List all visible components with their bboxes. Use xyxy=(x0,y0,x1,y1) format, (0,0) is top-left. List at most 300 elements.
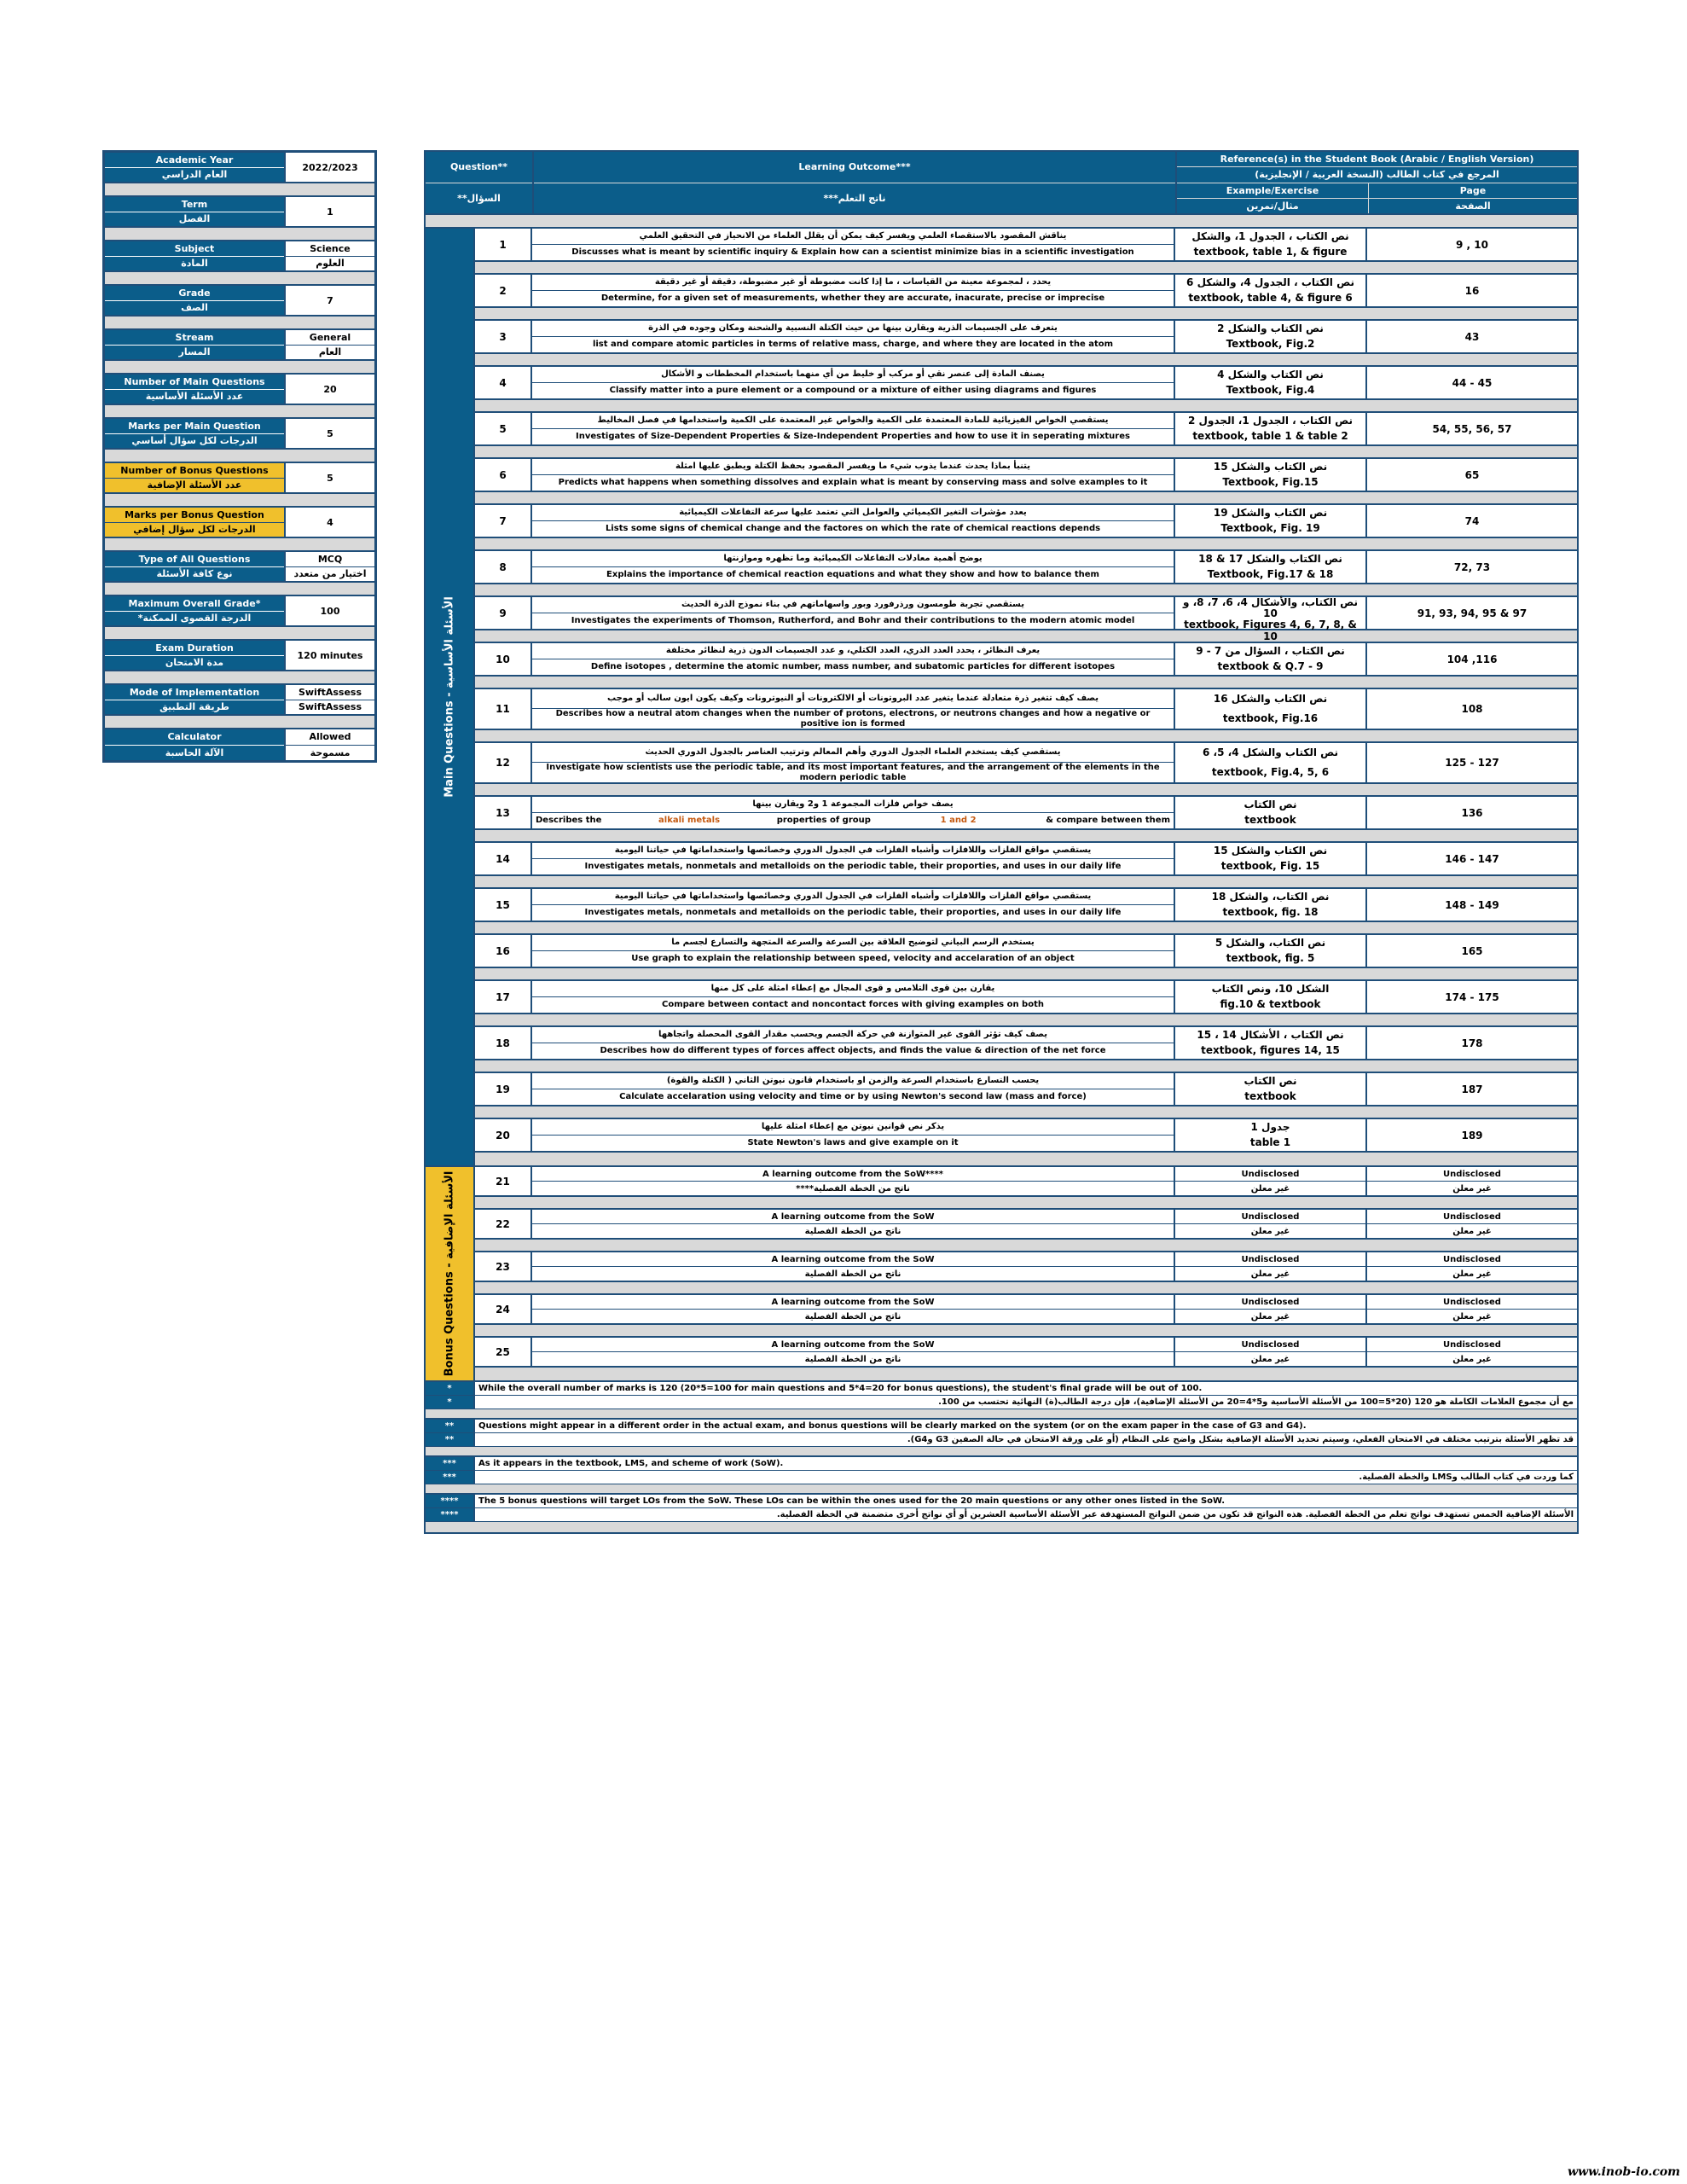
row-gap xyxy=(475,830,1577,843)
table-row xyxy=(475,797,1577,830)
note-mark: * xyxy=(426,1396,475,1409)
info-label-en: Term xyxy=(105,197,284,212)
example-exercise xyxy=(1175,505,1367,537)
info-value xyxy=(286,641,374,670)
question-number: 1 xyxy=(475,229,532,260)
question-number: 5 xyxy=(475,413,532,444)
info-label-en: Stream xyxy=(105,330,284,346)
row-gap xyxy=(475,354,1577,367)
learning-outcome-ar: يستقصي مواقع الفلزات واللافلزات وأشباه الفلزات في الجدول الدوري وخصائصها واستخداماتها في حياتنا اليومية xyxy=(532,843,1174,859)
example-en: textbook, fig. 5 xyxy=(1226,952,1315,965)
learning-outcome-ar: ناتج من الخطة الفصلية xyxy=(804,1269,901,1279)
header-lo-ar: ناتج التعلم*** xyxy=(534,183,1175,214)
note-row-ar xyxy=(426,1433,1577,1447)
table-row xyxy=(475,1338,1577,1368)
table-row xyxy=(475,743,1577,784)
table-row xyxy=(475,935,1577,968)
question-number: 6 xyxy=(475,459,532,491)
example-exercise xyxy=(1175,1167,1367,1195)
learning-outcome xyxy=(532,367,1175,398)
page-reference: 174 - 175 xyxy=(1445,990,1499,1003)
row-gap xyxy=(475,1368,1577,1380)
learning-outcome-ar: يتعرف على الجسيمات الذرية ويقارن بينها من حيث الكتلة النسبية والشحنة ومكان وجوده في الذرة xyxy=(532,321,1174,337)
example-ar: نص الكتاب والشكل 19 xyxy=(1213,506,1328,519)
question-number: 18 xyxy=(475,1027,532,1059)
main-questions-rows xyxy=(475,229,1577,1165)
info-gap xyxy=(105,228,374,241)
info-value-text: 5 xyxy=(327,427,333,439)
example-en: Textbook, Fig.4 xyxy=(1226,384,1315,397)
example-en: textbook, Figures 4, 6, 7, 8, & 10 xyxy=(1184,619,1357,642)
example-en: Undisclosed xyxy=(1175,1167,1365,1182)
info-row xyxy=(105,641,374,671)
note-mark: ** xyxy=(426,1420,475,1432)
learning-outcome xyxy=(532,413,1175,444)
info-row xyxy=(105,729,374,760)
page-reference: 108 xyxy=(1461,703,1483,715)
example-en: Textbook, Fig.2 xyxy=(1226,338,1315,351)
info-row xyxy=(105,375,374,405)
info-value-ar: SwiftAssess xyxy=(298,701,362,713)
learning-outcome-ar: يصنف المادة إلى عنصر نقي أو مركب أو خليط من أي منهما باستخدام المخططات و الأشكال xyxy=(532,367,1174,383)
info-row xyxy=(105,197,374,228)
info-label-en: Number of Main Questions xyxy=(105,375,284,390)
page-ar: غير معلن xyxy=(1452,1354,1492,1364)
info-gap xyxy=(105,627,374,641)
example-exercise xyxy=(1175,1073,1367,1105)
info-value xyxy=(286,596,374,625)
info-label-en: Marks per Bonus Question xyxy=(105,508,284,523)
row-gap xyxy=(475,1014,1577,1027)
info-label-ar: عدد الأسئلة الإضافية xyxy=(105,479,284,493)
question-number: 10 xyxy=(475,643,532,675)
header-ref-en: Reference(s) in the Student Book (Arabic / English Version) xyxy=(1177,152,1577,167)
learning-outcome-ar: يتنبأ بماذا يحدث عندما يذوب شيء ما ويفسر المقصود بحفظ الكتلة ويطبق عليها امثلة xyxy=(532,459,1174,475)
row-gap xyxy=(475,1153,1577,1165)
info-gap xyxy=(105,450,374,463)
learning-outcome-ar: يذكر نص قوانين نيوتن مع إعطاء امثلة عليها xyxy=(532,1119,1174,1136)
learning-outcome-ar: يعرف النظائر ، يحدد العدد الذري، العدد الكتلي، و عدد الجسيمات الدون ذرية لنظائر مختلفة xyxy=(532,643,1174,659)
learning-outcome xyxy=(532,1295,1175,1323)
learning-outcome xyxy=(532,1210,1175,1238)
learning-outcome-en: Describes how do different types of forces affect objects, and finds the value & direction of the net force xyxy=(600,1046,1106,1056)
info-label-en: Marks per Main Question xyxy=(105,419,284,434)
row-gap xyxy=(475,1197,1577,1210)
note-row-ar xyxy=(426,1471,1577,1484)
row-gap xyxy=(475,1240,1577,1252)
info-gap xyxy=(105,716,374,729)
learning-outcome xyxy=(532,689,1175,729)
note-mark: *** xyxy=(426,1471,475,1484)
bonus-questions-rows xyxy=(475,1167,1577,1380)
example-ar: نص الكتاب، والشكل 5 xyxy=(1215,936,1326,949)
info-value-ar: اختيار من متعدد xyxy=(293,568,367,580)
example-exercise xyxy=(1175,367,1367,398)
learning-outcome-en: Explains the importance of chemical reaction equations and what they show and how to balance them xyxy=(606,570,1099,580)
example-exercise xyxy=(1175,981,1367,1013)
example-exercise xyxy=(1175,596,1367,642)
learning-outcome-ar: يستقصي تجربة طومسون ورذرفورد وبور واسهاماتهم في بناء نموذج الذرة الحديث xyxy=(532,597,1174,613)
example-ar: نص الكتاب والشكل 4، 5، 6 xyxy=(1202,746,1339,758)
header-example-en: Example/Exercise xyxy=(1177,183,1369,198)
info-label-ar: الآلة الحاسبة xyxy=(105,746,284,761)
learning-outcome-en: Investigates metals, nonmetals and metalloids on the periodic table, their proporties, and uses in our daily life xyxy=(584,862,1122,872)
learning-outcome-ar: يقارن بين قوى التلامس و قوى المجال مع إعطاء امثلة على كل منها xyxy=(532,981,1174,997)
page-reference xyxy=(1367,1167,1577,1195)
info-row xyxy=(105,330,374,361)
note-text-en: While the overall number of marks is 120 (20*5=100 for main questions and 5*4=20 for bonus questions), the student's final grade will be out of 100. xyxy=(478,1384,1203,1393)
info-label xyxy=(105,552,286,581)
info-label xyxy=(105,375,286,404)
info-gap xyxy=(105,272,374,286)
row-gap xyxy=(475,968,1577,981)
learning-outcome-en: Investigates metals, nonmetals and metalloids on the periodic table, their proporties, and uses in our daily life xyxy=(584,908,1122,918)
example-en: Undisclosed xyxy=(1175,1295,1365,1310)
info-label xyxy=(105,508,286,537)
header-gap xyxy=(426,215,1577,229)
example-ar: نص الكتاب، والشكل 18 xyxy=(1211,890,1330,903)
info-label-ar: المسار xyxy=(105,346,284,360)
row-gap xyxy=(475,400,1577,413)
page-reference: 187 xyxy=(1461,1083,1483,1095)
notes-section xyxy=(426,1382,1577,1532)
table-row xyxy=(475,1295,1577,1325)
example-exercise xyxy=(1175,643,1367,675)
info-label xyxy=(105,241,286,270)
info-row xyxy=(105,286,374,317)
example-en: Undisclosed xyxy=(1175,1252,1365,1267)
example-ar: غير معلن xyxy=(1250,1354,1290,1364)
learning-outcome xyxy=(532,1338,1175,1366)
table-row xyxy=(475,367,1577,400)
learning-outcome-en: A learning outcome from the SoW xyxy=(532,1252,1174,1267)
info-label-en: Grade xyxy=(105,286,284,301)
learning-outcome xyxy=(532,1167,1175,1195)
info-value-en: MCQ xyxy=(286,552,374,567)
learning-outcome-en: A learning outcome from the SoW xyxy=(532,1338,1174,1352)
learning-outcome xyxy=(532,505,1175,537)
example-exercise xyxy=(1175,1338,1367,1366)
example-ar: نص الكتاب والشكل 17 & 18 xyxy=(1198,552,1342,565)
page-reference xyxy=(1367,1338,1577,1366)
bonus-questions-side-label xyxy=(426,1167,475,1380)
info-label-ar: الدرجات لكل سؤال إضافي xyxy=(105,523,284,537)
page-reference: 189 xyxy=(1461,1129,1483,1141)
info-label-ar: الصف xyxy=(105,301,284,316)
learning-outcome-en: A learning outcome from the SoW xyxy=(532,1295,1174,1310)
info-row xyxy=(105,596,374,627)
info-label xyxy=(105,153,286,182)
info-value xyxy=(286,685,374,714)
learning-outcome-ar: يصف كيف تتغير ذرة متعادلة عندما يتغير عدد البروتونات أو الالكترونات أو النيوترونات وكيف يكون ايون سالب أو موجب xyxy=(532,689,1174,709)
example-exercise xyxy=(1175,935,1367,967)
learning-outcome-en: Calculate accelaration using velocity and time or by using Newton's second law (mass and force) xyxy=(619,1092,1087,1102)
example-en: Textbook, Fig. 19 xyxy=(1220,522,1320,535)
row-gap xyxy=(475,1282,1577,1295)
table-row xyxy=(475,275,1577,308)
table-row xyxy=(475,843,1577,876)
example-exercise xyxy=(1175,797,1367,828)
learning-outcome xyxy=(532,797,1175,828)
info-label-ar: مدة الامتحان xyxy=(105,656,284,671)
learning-outcome xyxy=(532,597,1175,629)
note-text-ar: مع أن مجموع العلامات الكاملة هو 120 (20*5=100 من الأسئلة الأساسية و5*4=20 من الأسئلة الإضافية)، فإن درجة الطالب(ة) النهائية تحتسب من 100. xyxy=(938,1397,1574,1407)
table-row xyxy=(475,229,1577,262)
table-row xyxy=(475,643,1577,677)
example-exercise xyxy=(1175,1119,1367,1151)
example-exercise xyxy=(1175,889,1367,921)
note-text-ar: الأسئلة الإضافية الخمس تستهدف نواتج تعلم من الخطة الفصلية. هذه النواتج قد تكون من ضمن النواتج المستهدفة عبر الأسئلة الأساسية العشرين أو أي نواتج أخرى متضمنة في الخطة الفصلية. xyxy=(776,1510,1574,1519)
question-number: 14 xyxy=(475,843,532,874)
question-number: 11 xyxy=(475,689,532,729)
page-reference: 91, 93, 94, 95 & 97 xyxy=(1417,607,1528,619)
page-reference: 65 xyxy=(1464,468,1480,481)
note-text-ar: كما وردت في كتاب الطالب وLMS والخطة الفصلية. xyxy=(1359,1472,1574,1482)
learning-outcome-en: Describes how a neutral atom changes when the number of protons, electrons, or neutrons changes and how a negative or positive ion is formed xyxy=(555,709,1151,729)
example-en: textbook, fig. 18 xyxy=(1222,906,1319,919)
example-ar: نص الكتاب xyxy=(1244,1074,1297,1087)
example-ar: الشكل 10، ونص الكتاب xyxy=(1211,982,1330,995)
row-gap xyxy=(475,584,1577,597)
example-exercise xyxy=(1175,275,1367,306)
learning-outcome xyxy=(532,935,1175,967)
info-value xyxy=(286,286,374,315)
info-label xyxy=(105,729,286,760)
learning-outcome-ar: يستخدم الرسم البياني لتوضيح العلاقة بين السرعة والسرعة المتجهة والتسارع لجسم ما xyxy=(532,935,1174,951)
info-label-ar: نوع كافة الأسئلة xyxy=(105,567,284,582)
header-question-ar: السؤال** xyxy=(426,183,532,214)
page-reference: 146 - 147 xyxy=(1445,852,1499,865)
note-text-en: Questions might appear in a different order in the actual exam, and bonus questions will be clearly marked on the system (or on the exam paper in the case of G3 and G4). xyxy=(478,1421,1307,1431)
learning-outcome-ar: يوضح أهمية معادلات التفاعلات الكيميائية وما تظهره وموازنتها xyxy=(532,551,1174,567)
question-number: 25 xyxy=(475,1338,532,1366)
page-reference xyxy=(1367,1252,1577,1281)
example-exercise xyxy=(1175,321,1367,352)
example-ar: نص الكتاب ، الجدول 4، والشكل 6 xyxy=(1186,276,1354,288)
example-ar: غير معلن xyxy=(1250,1269,1290,1279)
info-label xyxy=(105,685,286,714)
learning-outcome xyxy=(532,1027,1175,1059)
info-label xyxy=(105,330,286,359)
info-value xyxy=(286,197,374,226)
example-en: textbook xyxy=(1244,1090,1296,1103)
learning-outcome-en: list and compare atomic particles in terms of relative mass, charge, and where they are located in the atom xyxy=(592,340,1114,350)
info-row xyxy=(105,552,374,583)
table-row xyxy=(475,1027,1577,1060)
page-reference: 165 xyxy=(1461,944,1483,957)
info-label-ar: عدد الأسئلة الأساسية xyxy=(105,390,284,404)
note-row-ar xyxy=(426,1508,1577,1522)
example-ar: نص الكتاب والشكل 15 xyxy=(1213,844,1328,857)
page-ar: غير معلن xyxy=(1452,1183,1492,1194)
learning-outcome-en: Classify matter into a pure element or a compound or a mixture of either using diagrams and figures xyxy=(609,386,1097,396)
info-label xyxy=(105,463,286,492)
page-reference: 148 - 149 xyxy=(1445,898,1499,911)
info-label-ar: المادة xyxy=(105,257,284,271)
question-number: 20 xyxy=(475,1119,532,1151)
example-exercise xyxy=(1175,413,1367,444)
example-ar: نص الكتاب xyxy=(1244,798,1297,810)
info-row xyxy=(105,153,374,183)
page-reference: 72, 73 xyxy=(1453,561,1491,573)
example-ar: نص الكتاب، والأشكال 4، 6، 7، 8، و 10 xyxy=(1182,596,1359,620)
info-label-en: Calculator xyxy=(105,729,284,746)
row-gap xyxy=(475,538,1577,551)
note-row-en xyxy=(426,1457,1577,1471)
example-ar: غير معلن xyxy=(1250,1226,1290,1236)
learning-outcome xyxy=(532,459,1175,491)
example-ar: غير معلن xyxy=(1250,1311,1290,1321)
table-row xyxy=(475,1119,1577,1153)
page-reference: 74 xyxy=(1464,514,1480,527)
note-text-ar: قد تظهر الأسئلة بترتيب مختلف في الامتحان الفعلي، وسيتم تحديد الأسئلة الإضافية بشكل واضح على النظام (أو على ورقة الامتحان في حالة الصفين G3 وG4). xyxy=(907,1435,1574,1444)
example-en: Textbook, Fig.15 xyxy=(1222,476,1319,489)
row-gap xyxy=(475,876,1577,889)
exam-structure-table xyxy=(424,150,1579,1534)
header-ref-sub-ar xyxy=(1177,198,1577,213)
info-label xyxy=(105,286,286,315)
info-gap xyxy=(105,317,374,330)
info-row xyxy=(105,463,374,494)
question-number: 21 xyxy=(475,1167,532,1195)
info-gap xyxy=(105,405,374,419)
example-en: Textbook, Fig.17 & 18 xyxy=(1207,568,1334,581)
question-number: 22 xyxy=(475,1210,532,1238)
question-number: 7 xyxy=(475,505,532,537)
learning-outcome-ar: يستقصي الخواص الفيزيائية للمادة المعتمدة على الكمية والخواص غير المعتمدة على الكمية واستخدامها في فصل المخاليط xyxy=(532,413,1174,429)
example-exercise xyxy=(1175,1252,1367,1281)
info-label-en: Type of All Questions xyxy=(105,552,284,567)
example-exercise xyxy=(1175,743,1367,782)
example-ar: نص الكتاب ، السؤال من 7 - 9 xyxy=(1196,644,1345,657)
row-gap xyxy=(475,492,1577,505)
example-exercise xyxy=(1175,689,1367,729)
example-exercise xyxy=(1175,1027,1367,1059)
info-value-text: 120 minutes xyxy=(297,649,363,661)
learning-outcome-en: State Newton's laws and give example on it xyxy=(747,1138,959,1148)
learning-outcome-ar: ناتج من الخطة الفصلية xyxy=(804,1226,901,1236)
highlight-text: alkali metals xyxy=(658,816,721,826)
note-row-en xyxy=(426,1420,1577,1433)
page-ar: غير معلن xyxy=(1452,1226,1492,1236)
info-row xyxy=(105,508,374,538)
learning-outcome-en: Determine, for a given set of measurements, whether they are accurate, inacurate, precise or imprecise xyxy=(600,293,1105,304)
table-row xyxy=(475,981,1577,1014)
header-ref-ar: المرجع في كتاب الطالب (النسخة العربية / الإنجليزية) xyxy=(1177,167,1577,183)
info-value-text: 7 xyxy=(327,294,333,306)
table-row xyxy=(475,459,1577,492)
row-gap xyxy=(475,1107,1577,1119)
learning-outcome-en: Describes the alkali metals properties of group 1 and 2 & compare between them xyxy=(536,816,1170,826)
info-label-en: Academic Year xyxy=(105,153,284,168)
info-value xyxy=(286,153,374,182)
note-mark: * xyxy=(426,1382,475,1395)
info-label xyxy=(105,641,286,670)
learning-outcome xyxy=(532,275,1175,306)
page-reference: 125 - 127 xyxy=(1445,757,1499,769)
example-ar: نص الكتاب ، الجدول 1، الجدول 2 xyxy=(1188,414,1353,427)
info-label-ar: الفصل xyxy=(105,212,284,227)
footer-watermark: www.inob-io.com xyxy=(1567,2165,1680,2179)
info-value xyxy=(286,508,374,537)
info-value-en: SwiftAssess xyxy=(286,685,374,700)
learning-outcome xyxy=(532,551,1175,583)
row-gap xyxy=(475,677,1577,689)
highlight-text: 1 and 2 xyxy=(940,816,977,826)
learning-outcome-ar: يحسب التسارع باستخدام السرعة والزمن او باستخدام قانون نيوتن الثاني ( الكتلة والقوة) xyxy=(532,1073,1174,1089)
question-number: 3 xyxy=(475,321,532,352)
header-page-en: Page xyxy=(1369,183,1577,198)
learning-outcome xyxy=(532,743,1175,782)
learning-outcome-en: Discusses what is meant by scientific inquiry & Explain how can a scientist minimize bias in a scientific investigation xyxy=(571,247,1134,258)
page-en: Undisclosed xyxy=(1367,1252,1577,1267)
page-reference: 136 xyxy=(1461,806,1483,819)
page-reference: 104 ,116 xyxy=(1446,653,1498,665)
info-value xyxy=(286,241,374,270)
info-gap xyxy=(105,583,374,596)
note-mark: ** xyxy=(426,1433,475,1446)
header-example-ar: مثال/تمرين xyxy=(1177,199,1369,213)
info-value xyxy=(286,375,374,404)
exam-info-panel xyxy=(102,150,377,763)
info-row xyxy=(105,419,374,450)
main-questions-section xyxy=(426,229,1577,1167)
question-number: 13 xyxy=(475,797,532,828)
learning-outcome xyxy=(532,1073,1175,1105)
example-en: textbook, Fig. 15 xyxy=(1220,860,1320,873)
table-row xyxy=(475,1167,1577,1197)
learning-outcome-ar: يستقصي مواقع الفلزات واللافلزات وأشباه الفلزات في الجدول الدوري وخصائصها واستخداماتها في حياتنا اليومية xyxy=(532,889,1174,905)
question-number: 8 xyxy=(475,551,532,583)
info-gap xyxy=(105,494,374,508)
note-mark: *** xyxy=(426,1457,475,1470)
info-value-text: 100 xyxy=(320,605,340,617)
note-gap xyxy=(426,1409,1577,1420)
example-en: textbook, Fig.16 xyxy=(1222,712,1319,724)
example-en: table 1 xyxy=(1249,1136,1291,1149)
learning-outcome-ar: يصف خواص فلزات المجموعة 1 و2 ويقارن بينها xyxy=(532,797,1174,813)
learning-outcome-en: Investigates of Size-Dependent Properties & Size-Independent Properties and how to use it in seperating mixtures xyxy=(576,432,1130,442)
page-reference: 54, 55, 56, 57 xyxy=(1432,422,1512,435)
info-value-en: General xyxy=(286,330,374,346)
learning-outcome xyxy=(532,1119,1175,1151)
example-en: textbook, Fig.4, 5, 6 xyxy=(1211,765,1330,778)
table-row xyxy=(475,689,1577,730)
info-label-en: Maximum Overall Grade* xyxy=(105,596,284,612)
example-en: textbook, figures 14, 15 xyxy=(1201,1044,1340,1057)
page-reference: 9 , 10 xyxy=(1456,238,1488,251)
row-gap xyxy=(475,730,1577,743)
question-number: 12 xyxy=(475,743,532,782)
bonus-questions-label: Bonus Questions - الأسئلة الإضافية xyxy=(443,1170,456,1377)
info-value-en: Allowed xyxy=(286,729,374,746)
learning-outcome-en: Predicts what happens when something dissolves and explain what is meant by conserving mass and solve examples to it xyxy=(558,478,1148,488)
table-row xyxy=(475,1210,1577,1240)
learning-outcome-ar: يعدد مؤشرات التغير الكيميائي والعوامل التي تعتمد عليها سرعة التفاعلات الكيميائية xyxy=(532,505,1174,521)
question-number: 23 xyxy=(475,1252,532,1281)
example-ar: جدول 1 xyxy=(1250,1120,1290,1133)
example-en: textbook xyxy=(1244,814,1296,827)
info-gap xyxy=(105,183,374,197)
row-gap xyxy=(475,922,1577,935)
info-label-ar: الدرجة القصوى الممكنة* xyxy=(105,612,284,626)
header-lo-en: Learning Outcome*** xyxy=(798,161,911,173)
row-gap xyxy=(475,1060,1577,1073)
learning-outcome xyxy=(532,643,1175,675)
note-row-en xyxy=(426,1382,1577,1396)
example-exercise xyxy=(1175,1295,1367,1323)
question-number: 16 xyxy=(475,935,532,967)
